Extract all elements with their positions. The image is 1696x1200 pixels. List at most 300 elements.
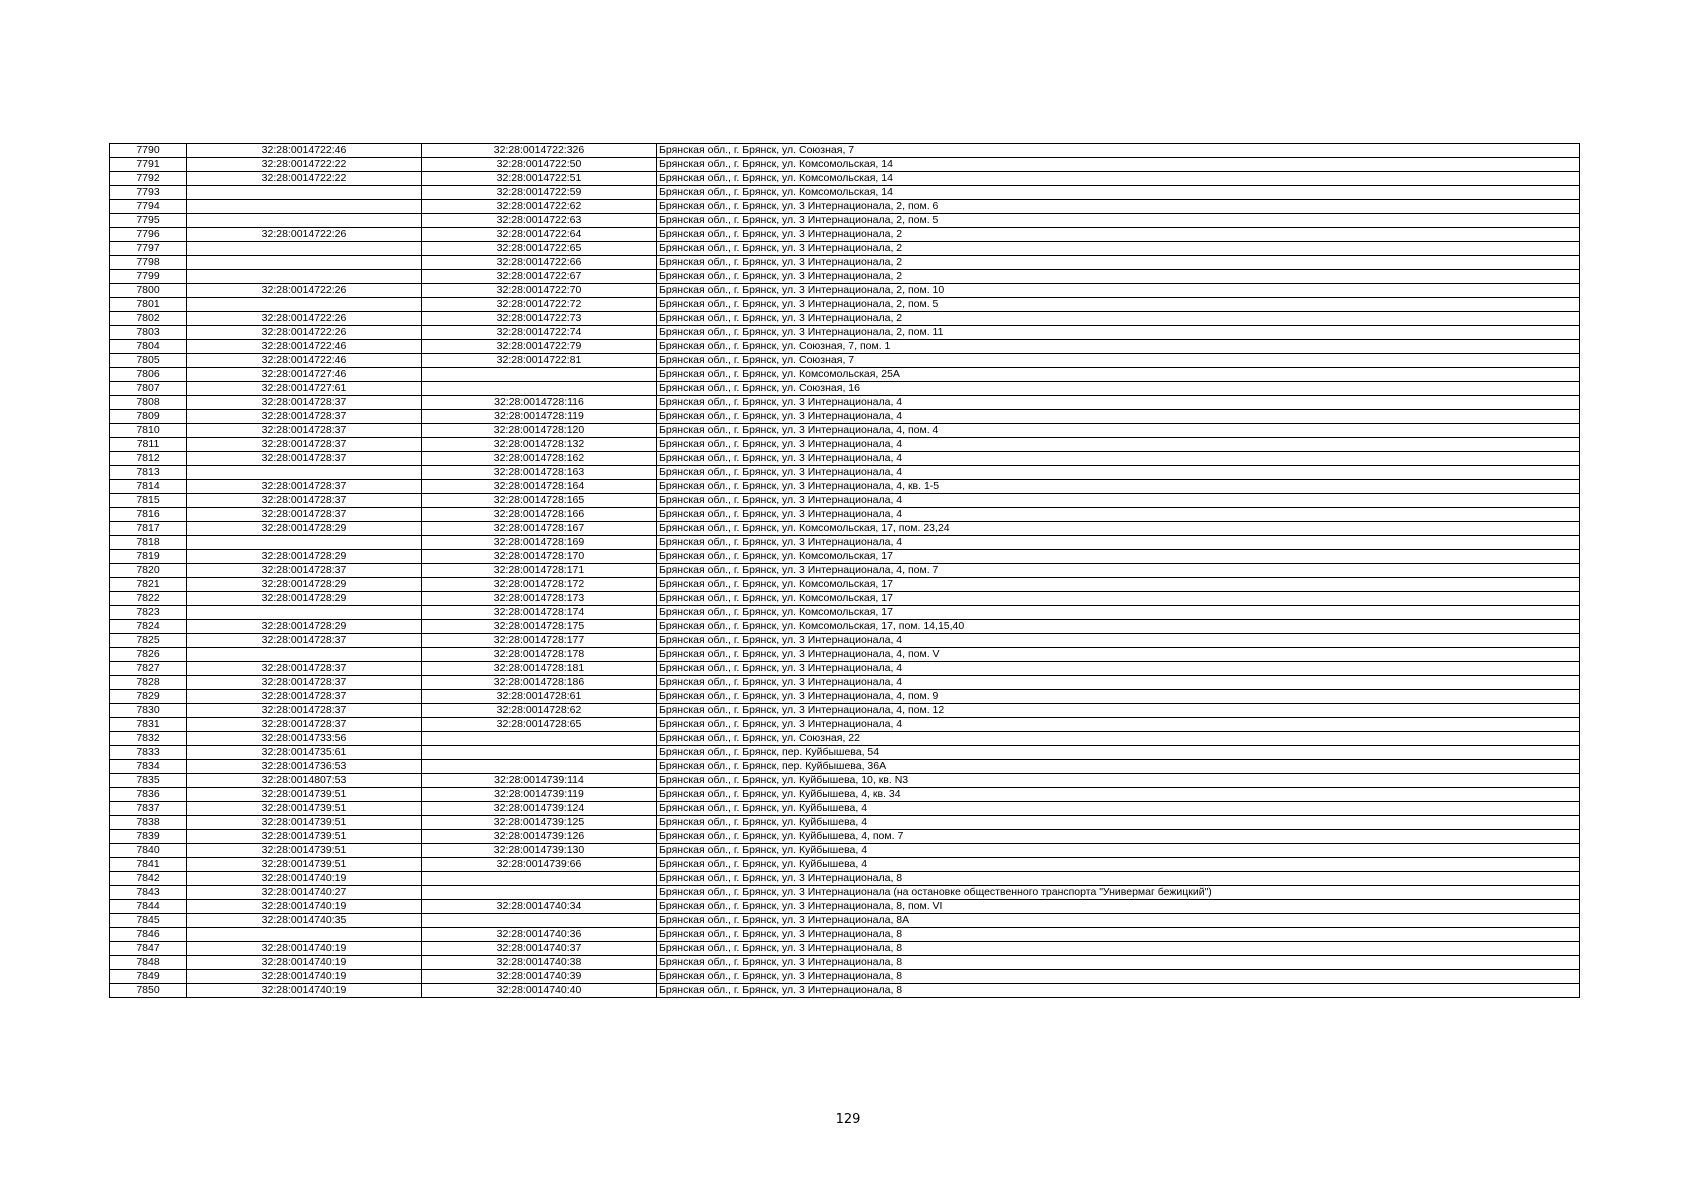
building-cadastral-number-cell [422, 760, 657, 774]
building-cadastral-number-cell: 32:28:0014728:62 [422, 704, 657, 718]
table-row [110, 760, 1580, 774]
address-cell: Брянская обл., г. Брянск, пер. Куйбышева, 54 [657, 746, 1580, 760]
table-row [110, 774, 1580, 788]
parcel-cadastral-number-cell: 32:28:0014722:46 [187, 340, 422, 354]
address-cell: Брянская обл., г. Брянск, ул. Комсомольская, 17 [657, 550, 1580, 564]
parcel-cadastral-number-cell [187, 466, 422, 480]
row-number-cell: 7832 [110, 732, 187, 746]
building-cadastral-number-cell: 32:28:0014728:164 [422, 480, 657, 494]
table-row [110, 844, 1580, 858]
parcel-cadastral-number-cell: 32:28:0014727:46 [187, 368, 422, 382]
building-cadastral-number-cell: 32:28:0014728:162 [422, 452, 657, 466]
parcel-cadastral-number-cell: 32:28:0014740:19 [187, 970, 422, 984]
address-cell: Брянская обл., г. Брянск, ул. 3 Интернационала, 4 [657, 438, 1580, 452]
address-cell: Брянская обл., г. Брянск, ул. 3 Интернационала, 4 [657, 452, 1580, 466]
parcel-cadastral-number-cell: 32:28:0014728:37 [187, 452, 422, 466]
address-cell: Брянская обл., г. Брянск, ул. Комсомольская, 17 [657, 606, 1580, 620]
row-number-cell: 7820 [110, 564, 187, 578]
row-number-cell: 7829 [110, 690, 187, 704]
building-cadastral-number-cell: 32:28:0014728:178 [422, 648, 657, 662]
building-cadastral-number-cell: 32:28:0014740:39 [422, 970, 657, 984]
parcel-cadastral-number-cell: 32:28:0014728:37 [187, 690, 422, 704]
row-number-cell: 7799 [110, 270, 187, 284]
parcel-cadastral-number-cell: 32:28:0014722:26 [187, 326, 422, 340]
building-cadastral-number-cell: 32:28:0014722:66 [422, 256, 657, 270]
building-cadastral-number-cell: 32:28:0014728:170 [422, 550, 657, 564]
address-cell: Брянская обл., г. Брянск, ул. 3 Интернационала, 4, кв. 1-5 [657, 480, 1580, 494]
address-cell: Брянская обл., г. Брянск, ул. 3 Интернационала, 4 [657, 676, 1580, 690]
building-cadastral-number-cell: 32:28:0014740:36 [422, 928, 657, 942]
building-cadastral-number-cell: 32:28:0014728:172 [422, 578, 657, 592]
row-number-cell: 7841 [110, 858, 187, 872]
parcel-cadastral-number-cell: 32:28:0014728:37 [187, 662, 422, 676]
building-cadastral-number-cell: 32:28:0014722:67 [422, 270, 657, 284]
row-number-cell: 7836 [110, 788, 187, 802]
table-row [110, 928, 1580, 942]
row-number-cell: 7798 [110, 256, 187, 270]
row-number-cell: 7816 [110, 508, 187, 522]
address-cell: Брянская обл., г. Брянск, ул. 3 Интернационала, 4 [657, 634, 1580, 648]
table-row [110, 382, 1580, 396]
table-row [110, 424, 1580, 438]
row-number-cell: 7804 [110, 340, 187, 354]
table-row [110, 732, 1580, 746]
row-number-cell: 7797 [110, 242, 187, 256]
parcel-cadastral-number-cell: 32:28:0014740:19 [187, 942, 422, 956]
building-cadastral-number-cell: 32:28:0014722:50 [422, 158, 657, 172]
parcel-cadastral-number-cell [187, 256, 422, 270]
parcel-cadastral-number-cell: 32:28:0014728:37 [187, 718, 422, 732]
table-row [110, 648, 1580, 662]
row-number-cell: 7818 [110, 536, 187, 550]
building-cadastral-number-cell: 32:28:0014728:132 [422, 438, 657, 452]
row-number-cell: 7825 [110, 634, 187, 648]
table-row [110, 158, 1580, 172]
table-row [110, 606, 1580, 620]
parcel-cadastral-number-cell: 32:28:0014722:22 [187, 172, 422, 186]
table-row [110, 914, 1580, 928]
table-row [110, 480, 1580, 494]
table-row [110, 354, 1580, 368]
address-cell: Брянская обл., г. Брянск, ул. 3 Интернационала, 2, пом. 10 [657, 284, 1580, 298]
row-number-cell: 7814 [110, 480, 187, 494]
table-row [110, 704, 1580, 718]
table-row [110, 634, 1580, 648]
building-cadastral-number-cell [422, 886, 657, 900]
parcel-cadastral-number-cell: 32:28:0014728:37 [187, 494, 422, 508]
parcel-cadastral-number-cell: 32:28:0014739:51 [187, 802, 422, 816]
address-cell: Брянская обл., г. Брянск, ул. 3 Интернационала, 4, пом. 7 [657, 564, 1580, 578]
address-cell: Брянская обл., г. Брянск, ул. Союзная, 7, пом. 1 [657, 340, 1580, 354]
address-cell: Брянская обл., г. Брянск, ул. 3 Интернационала, 4, пом. 12 [657, 704, 1580, 718]
row-number-cell: 7808 [110, 396, 187, 410]
parcel-cadastral-number-cell: 32:28:0014736:53 [187, 760, 422, 774]
address-cell: Брянская обл., г. Брянск, ул. 3 Интернационала, 2 [657, 242, 1580, 256]
row-number-cell: 7830 [110, 704, 187, 718]
parcel-cadastral-number-cell: 32:28:0014728:37 [187, 424, 422, 438]
address-cell: Брянская обл., г. Брянск, ул. 3 Интернационала, 8, пом. VI [657, 900, 1580, 914]
building-cadastral-number-cell: 32:28:0014728:61 [422, 690, 657, 704]
building-cadastral-number-cell: 32:28:0014728:116 [422, 396, 657, 410]
address-cell: Брянская обл., г. Брянск, ул. 3 Интернационала, 8 [657, 956, 1580, 970]
address-cell: Брянская обл., г. Брянск, пер. Куйбышева, 36А [657, 760, 1580, 774]
address-cell: Брянская обл., г. Брянск, ул. Куйбышева, 4 [657, 844, 1580, 858]
row-number-cell: 7809 [110, 410, 187, 424]
row-number-cell: 7807 [110, 382, 187, 396]
address-cell: Брянская обл., г. Брянск, ул. Комсомольская, 17 [657, 592, 1580, 606]
row-number-cell: 7849 [110, 970, 187, 984]
table-row [110, 200, 1580, 214]
parcel-cadastral-number-cell: 32:28:0014728:37 [187, 480, 422, 494]
row-number-cell: 7831 [110, 718, 187, 732]
parcel-cadastral-number-cell [187, 606, 422, 620]
parcel-cadastral-number-cell: 32:28:0014740:27 [187, 886, 422, 900]
parcel-cadastral-number-cell: 32:28:0014740:19 [187, 872, 422, 886]
row-number-cell: 7844 [110, 900, 187, 914]
row-number-cell: 7822 [110, 592, 187, 606]
address-cell: Брянская обл., г. Брянск, ул. Куйбышева, 4 [657, 816, 1580, 830]
row-number-cell: 7845 [110, 914, 187, 928]
address-cell: Брянская обл., г. Брянск, ул. 3 Интернационала, 2, пом. 5 [657, 298, 1580, 312]
building-cadastral-number-cell: 32:28:0014722:65 [422, 242, 657, 256]
parcel-cadastral-number-cell [187, 270, 422, 284]
table-row [110, 396, 1580, 410]
row-number-cell: 7837 [110, 802, 187, 816]
row-number-cell: 7817 [110, 522, 187, 536]
table-row [110, 620, 1580, 634]
address-cell: Брянская обл., г. Брянск, ул. 3 Интернационала, 2 [657, 256, 1580, 270]
row-number-cell: 7813 [110, 466, 187, 480]
building-cadastral-number-cell [422, 914, 657, 928]
row-number-cell: 7805 [110, 354, 187, 368]
address-cell: Брянская обл., г. Брянск, ул. 3 Интернационала (на остановке общественного транспорта "Универмаг бежицкий") [657, 886, 1580, 900]
row-number-cell: 7794 [110, 200, 187, 214]
row-number-cell: 7790 [110, 144, 187, 158]
address-cell: Брянская обл., г. Брянск, ул. 3 Интернационала, 4, пом. 4 [657, 424, 1580, 438]
parcel-cadastral-number-cell: 32:28:0014728:37 [187, 676, 422, 690]
table-row [110, 228, 1580, 242]
building-cadastral-number-cell [422, 368, 657, 382]
parcel-cadastral-number-cell: 32:28:0014739:51 [187, 816, 422, 830]
table-row [110, 746, 1580, 760]
address-cell: Брянская обл., г. Брянск, ул. Куйбышева, 4 [657, 858, 1580, 872]
address-cell: Брянская обл., г. Брянск, ул. 3 Интернационала, 8 [657, 928, 1580, 942]
address-cell: Брянская обл., г. Брянск, ул. Куйбышева, 4 [657, 802, 1580, 816]
address-cell: Брянская обл., г. Брянск, ул. 3 Интернационала, 2, пом. 6 [657, 200, 1580, 214]
building-cadastral-number-cell: 32:28:0014722:326 [422, 144, 657, 158]
table-row [110, 494, 1580, 508]
row-number-cell: 7840 [110, 844, 187, 858]
address-cell: Брянская обл., г. Брянск, ул. 3 Интернационала, 8 [657, 984, 1580, 998]
parcel-cadastral-number-cell [187, 536, 422, 550]
row-number-cell: 7802 [110, 312, 187, 326]
building-cadastral-number-cell: 32:28:0014728:65 [422, 718, 657, 732]
parcel-cadastral-number-cell: 32:28:0014740:19 [187, 984, 422, 998]
parcel-cadastral-number-cell: 32:28:0014728:29 [187, 550, 422, 564]
building-cadastral-number-cell: 32:28:0014728:173 [422, 592, 657, 606]
address-cell: Брянская обл., г. Брянск, ул. 3 Интернационала, 4 [657, 466, 1580, 480]
row-number-cell: 7791 [110, 158, 187, 172]
row-number-cell: 7812 [110, 452, 187, 466]
row-number-cell: 7823 [110, 606, 187, 620]
row-number-cell: 7839 [110, 830, 187, 844]
building-cadastral-number-cell: 32:28:0014739:119 [422, 788, 657, 802]
address-cell: Брянская обл., г. Брянск, ул. Комсомольская, 14 [657, 186, 1580, 200]
table-row [110, 312, 1580, 326]
table-row [110, 452, 1580, 466]
table-row [110, 676, 1580, 690]
building-cadastral-number-cell: 32:28:0014728:166 [422, 508, 657, 522]
table-row [110, 270, 1580, 284]
table-row [110, 508, 1580, 522]
address-cell: Брянская обл., г. Брянск, ул. 3 Интернационала, 8А [657, 914, 1580, 928]
address-cell: Брянская обл., г. Брянск, ул. Куйбышева, 4, пом. 7 [657, 830, 1580, 844]
address-cell: Брянская обл., г. Брянск, ул. Комсомольская, 14 [657, 172, 1580, 186]
building-cadastral-number-cell: 32:28:0014740:40 [422, 984, 657, 998]
address-cell: Брянская обл., г. Брянск, ул. Куйбышева, 10, кв. N3 [657, 774, 1580, 788]
row-number-cell: 7795 [110, 214, 187, 228]
building-cadastral-number-cell: 32:28:0014728:169 [422, 536, 657, 550]
table-row [110, 564, 1580, 578]
row-number-cell: 7848 [110, 956, 187, 970]
parcel-cadastral-number-cell: 32:28:0014740:35 [187, 914, 422, 928]
address-cell: Брянская обл., г. Брянск, ул. Комсомольская, 25А [657, 368, 1580, 382]
parcel-cadastral-number-cell: 32:28:0014727:61 [187, 382, 422, 396]
address-cell: Брянская обл., г. Брянск, ул. Комсомольская, 17 [657, 578, 1580, 592]
table-row [110, 536, 1580, 550]
building-cadastral-number-cell: 32:28:0014740:38 [422, 956, 657, 970]
table-row [110, 872, 1580, 886]
row-number-cell: 7806 [110, 368, 187, 382]
table-row [110, 550, 1580, 564]
address-cell: Брянская обл., г. Брянск, ул. 3 Интернационала, 4 [657, 494, 1580, 508]
table-row [110, 662, 1580, 676]
row-number-cell: 7833 [110, 746, 187, 760]
building-cadastral-number-cell: 32:28:0014739:125 [422, 816, 657, 830]
building-cadastral-number-cell: 32:28:0014740:37 [422, 942, 657, 956]
parcel-cadastral-number-cell: 32:28:0014722:26 [187, 228, 422, 242]
building-cadastral-number-cell: 32:28:0014722:62 [422, 200, 657, 214]
parcel-cadastral-number-cell: 32:28:0014728:29 [187, 578, 422, 592]
address-cell: Брянская обл., г. Брянск, ул. 3 Интернационала, 4, пом. V [657, 648, 1580, 662]
table-row [110, 326, 1580, 340]
parcel-cadastral-number-cell [187, 200, 422, 214]
row-number-cell: 7846 [110, 928, 187, 942]
building-cadastral-number-cell: 32:28:0014722:81 [422, 354, 657, 368]
parcel-cadastral-number-cell: 32:28:0014722:22 [187, 158, 422, 172]
table-row [110, 690, 1580, 704]
parcel-cadastral-number-cell [187, 298, 422, 312]
address-cell: Брянская обл., г. Брянск, ул. 3 Интернационала, 2, пом. 11 [657, 326, 1580, 340]
row-number-cell: 7850 [110, 984, 187, 998]
building-cadastral-number-cell: 32:28:0014739:126 [422, 830, 657, 844]
table-row [110, 984, 1580, 998]
parcel-cadastral-number-cell: 32:28:0014739:51 [187, 830, 422, 844]
parcel-cadastral-number-cell: 32:28:0014739:51 [187, 858, 422, 872]
address-cell: Брянская обл., г. Брянск, ул. 3 Интернационала, 8 [657, 970, 1580, 984]
building-cadastral-number-cell: 32:28:0014739:66 [422, 858, 657, 872]
table-row [110, 858, 1580, 872]
table-row [110, 830, 1580, 844]
row-number-cell: 7835 [110, 774, 187, 788]
table-row [110, 438, 1580, 452]
building-cadastral-number-cell: 32:28:0014739:124 [422, 802, 657, 816]
address-cell: Брянская обл., г. Брянск, ул. 3 Интернационала, 2 [657, 228, 1580, 242]
table-row [110, 172, 1580, 186]
building-cadastral-number-cell: 32:28:0014722:73 [422, 312, 657, 326]
table-row [110, 186, 1580, 200]
building-cadastral-number-cell [422, 382, 657, 396]
table-row [110, 466, 1580, 480]
parcel-cadastral-number-cell: 32:28:0014722:26 [187, 284, 422, 298]
parcel-cadastral-number-cell: 32:28:0014807:53 [187, 774, 422, 788]
address-cell: Брянская обл., г. Брянск, ул. 3 Интернационала, 8 [657, 872, 1580, 886]
building-cadastral-number-cell: 32:28:0014728:171 [422, 564, 657, 578]
table-row [110, 284, 1580, 298]
parcel-cadastral-number-cell: 32:28:0014728:37 [187, 396, 422, 410]
parcel-cadastral-number-cell: 32:28:0014722:46 [187, 354, 422, 368]
building-cadastral-number-cell: 32:28:0014728:163 [422, 466, 657, 480]
building-cadastral-number-cell: 32:28:0014722:74 [422, 326, 657, 340]
row-number-cell: 7811 [110, 438, 187, 452]
building-cadastral-number-cell: 32:28:0014722:59 [422, 186, 657, 200]
building-cadastral-number-cell: 32:28:0014728:177 [422, 634, 657, 648]
building-cadastral-number-cell [422, 872, 657, 886]
row-number-cell: 7843 [110, 886, 187, 900]
address-cell: Брянская обл., г. Брянск, ул. 3 Интернационала, 2, пом. 5 [657, 214, 1580, 228]
address-cell: Брянская обл., г. Брянск, ул. Союзная, 22 [657, 732, 1580, 746]
parcel-cadastral-number-cell [187, 214, 422, 228]
address-cell: Брянская обл., г. Брянск, ул. Союзная, 16 [657, 382, 1580, 396]
table-row [110, 410, 1580, 424]
row-number-cell: 7810 [110, 424, 187, 438]
building-cadastral-number-cell [422, 732, 657, 746]
address-cell: Брянская обл., г. Брянск, ул. 3 Интернационала, 4 [657, 662, 1580, 676]
parcel-cadastral-number-cell: 32:28:0014728:37 [187, 564, 422, 578]
table-row [110, 956, 1580, 970]
row-number-cell: 7796 [110, 228, 187, 242]
building-cadastral-number-cell: 32:28:0014728:181 [422, 662, 657, 676]
building-cadastral-number-cell: 32:28:0014728:167 [422, 522, 657, 536]
address-cell: Брянская обл., г. Брянск, ул. 3 Интернационала, 8 [657, 942, 1580, 956]
table-row [110, 368, 1580, 382]
building-cadastral-number-cell: 32:28:0014722:72 [422, 298, 657, 312]
row-number-cell: 7793 [110, 186, 187, 200]
table-row [110, 578, 1580, 592]
parcel-cadastral-number-cell: 32:28:0014739:51 [187, 788, 422, 802]
page-number: 129 [835, 1112, 861, 1127]
row-number-cell: 7827 [110, 662, 187, 676]
building-cadastral-number-cell: 32:28:0014728:120 [422, 424, 657, 438]
building-cadastral-number-cell: 32:28:0014722:63 [422, 214, 657, 228]
table-row [110, 340, 1580, 354]
address-cell: Брянская обл., г. Брянск, ул. 3 Интернационала, 4, пом. 9 [657, 690, 1580, 704]
row-number-cell: 7800 [110, 284, 187, 298]
parcel-cadastral-number-cell: 32:28:0014728:29 [187, 592, 422, 606]
registry-table [109, 143, 1580, 998]
parcel-cadastral-number-cell [187, 186, 422, 200]
table-row [110, 214, 1580, 228]
address-cell: Брянская обл., г. Брянск, ул. 3 Интернационала, 2 [657, 312, 1580, 326]
address-cell: Брянская обл., г. Брянск, ул. Союзная, 7 [657, 354, 1580, 368]
building-cadastral-number-cell: 32:28:0014722:51 [422, 172, 657, 186]
address-cell: Брянская обл., г. Брянск, ул. Комсомольская, 17, пом. 23,24 [657, 522, 1580, 536]
parcel-cadastral-number-cell: 32:28:0014722:26 [187, 312, 422, 326]
table-row [110, 592, 1580, 606]
parcel-cadastral-number-cell: 32:28:0014740:19 [187, 956, 422, 970]
row-number-cell: 7847 [110, 942, 187, 956]
table-row [110, 256, 1580, 270]
row-number-cell: 7801 [110, 298, 187, 312]
table-row [110, 718, 1580, 732]
parcel-cadastral-number-cell [187, 648, 422, 662]
parcel-cadastral-number-cell: 32:28:0014728:37 [187, 704, 422, 718]
building-cadastral-number-cell [422, 746, 657, 760]
table-row [110, 298, 1580, 312]
parcel-cadastral-number-cell: 32:28:0014728:37 [187, 508, 422, 522]
building-cadastral-number-cell: 32:28:0014739:130 [422, 844, 657, 858]
address-cell: Брянская обл., г. Брянск, ул. 3 Интернационала, 4 [657, 508, 1580, 522]
table-row [110, 970, 1580, 984]
table-row [110, 144, 1580, 158]
building-cadastral-number-cell: 32:28:0014728:186 [422, 676, 657, 690]
address-cell: Брянская обл., г. Брянск, ул. 3 Интернационала, 4 [657, 410, 1580, 424]
address-cell: Брянская обл., г. Брянск, ул. Комсомольская, 17, пом. 14,15,40 [657, 620, 1580, 634]
row-number-cell: 7834 [110, 760, 187, 774]
table-row [110, 816, 1580, 830]
table-row [110, 802, 1580, 816]
row-number-cell: 7792 [110, 172, 187, 186]
parcel-cadastral-number-cell [187, 928, 422, 942]
address-cell: Брянская обл., г. Брянск, ул. 3 Интернационала, 4 [657, 718, 1580, 732]
parcel-cadastral-number-cell: 32:28:0014728:37 [187, 438, 422, 452]
row-number-cell: 7821 [110, 578, 187, 592]
parcel-cadastral-number-cell: 32:28:0014722:46 [187, 144, 422, 158]
row-number-cell: 7819 [110, 550, 187, 564]
parcel-cadastral-number-cell: 32:28:0014728:29 [187, 620, 422, 634]
parcel-cadastral-number-cell: 32:28:0014728:37 [187, 410, 422, 424]
building-cadastral-number-cell: 32:28:0014722:64 [422, 228, 657, 242]
parcel-cadastral-number-cell: 32:28:0014735:61 [187, 746, 422, 760]
address-cell: Брянская обл., г. Брянск, ул. 3 Интернационала, 2 [657, 270, 1580, 284]
row-number-cell: 7815 [110, 494, 187, 508]
building-cadastral-number-cell: 32:28:0014728:175 [422, 620, 657, 634]
table-row [110, 900, 1580, 914]
address-cell: Брянская обл., г. Брянск, ул. Куйбышева, 4, кв. 34 [657, 788, 1580, 802]
table-row [110, 788, 1580, 802]
table-row [110, 886, 1580, 900]
parcel-cadastral-number-cell: 32:28:0014728:37 [187, 634, 422, 648]
row-number-cell: 7803 [110, 326, 187, 340]
parcel-cadastral-number-cell: 32:28:0014733:56 [187, 732, 422, 746]
building-cadastral-number-cell: 32:28:0014728:165 [422, 494, 657, 508]
address-cell: Брянская обл., г. Брянск, ул. 3 Интернационала, 4 [657, 396, 1580, 410]
address-cell: Брянская обл., г. Брянск, ул. Союзная, 7 [657, 144, 1580, 158]
parcel-cadastral-number-cell: 32:28:0014739:51 [187, 844, 422, 858]
row-number-cell: 7842 [110, 872, 187, 886]
table-row [110, 942, 1580, 956]
table-row [110, 242, 1580, 256]
address-cell: Брянская обл., г. Брянск, ул. Комсомольская, 14 [657, 158, 1580, 172]
row-number-cell: 7824 [110, 620, 187, 634]
registry-table-body [110, 144, 1580, 998]
table-row [110, 522, 1580, 536]
parcel-cadastral-number-cell: 32:28:0014728:29 [187, 522, 422, 536]
row-number-cell: 7838 [110, 816, 187, 830]
building-cadastral-number-cell: 32:28:0014722:70 [422, 284, 657, 298]
building-cadastral-number-cell: 32:28:0014728:174 [422, 606, 657, 620]
address-cell: Брянская обл., г. Брянск, ул. 3 Интернационала, 4 [657, 536, 1580, 550]
